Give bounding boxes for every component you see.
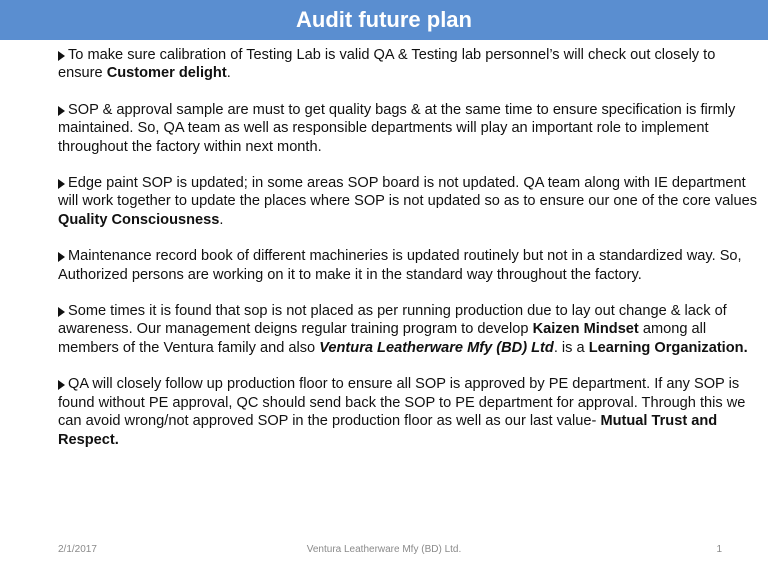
footer-date: 2/1/2017 bbox=[58, 544, 97, 555]
bullet-point-4 bbox=[58, 247, 758, 284]
point-text: SOP & approval sample are must to get quality bags & at the same time to ensure specification is firmly maintained. So, QA team as well as responsible departments will play an important role to implement throughout the factory within next month. bbox=[58, 101, 736, 155]
point-text: . bbox=[226, 65, 231, 82]
point-emphasis: Learning Organization. bbox=[588, 339, 748, 356]
bullet-point-2 bbox=[58, 101, 758, 156]
bullet-point-1 bbox=[58, 46, 758, 83]
point-emphasis: Kaizen Mindset bbox=[532, 321, 639, 338]
point-text: . bbox=[219, 211, 224, 228]
arrow-bullet-icon bbox=[58, 104, 67, 114]
point-text: To make sure calibration of Testing Lab is valid QA & Testing lab personnel’s will check out closely to ensure bbox=[58, 47, 716, 82]
footer-company: Ventura Leatherware Mfy (BD) Ltd. bbox=[306, 544, 462, 555]
point-text: Edge paint SOP is updated; in some areas SOP board is not updated. QA team along with IE department will work together to update the places where SOP is not updated so as to ensure our one of the core values bbox=[58, 175, 758, 210]
company-name-emphasis: Ventura Leatherware Mfy (BD) Ltd bbox=[319, 339, 554, 356]
bullet-point-6 bbox=[58, 375, 758, 449]
arrow-bullet-icon bbox=[58, 305, 67, 315]
arrow-bullet-icon bbox=[58, 250, 67, 260]
point-emphasis: Quality Consciousness bbox=[58, 211, 220, 228]
slide-footer bbox=[0, 540, 768, 564]
slide-title: Audit future plan bbox=[296, 7, 472, 32]
point-text: . is a bbox=[553, 339, 589, 356]
point-text: QA will closely follow up production floor to ensure all SOP is approved by PE department. If any SOP is found without PE approval, QC should send back the SOP to PE department for approval. Through this we can avoid wrong/not approved SOP in the production floor as well as our last value- bbox=[58, 376, 746, 430]
bullet-point-5 bbox=[58, 302, 758, 357]
point-text: Some times it is found that sop is not placed as per running production due to lay out change & lack of awareness. Our management deigns regular training program to develop bbox=[58, 303, 727, 338]
bullet-point-3 bbox=[58, 174, 758, 229]
slide-body bbox=[58, 46, 758, 449]
title-bar bbox=[0, 0, 768, 40]
point-emphasis: Mutual Trust and Respect. bbox=[58, 413, 718, 448]
footer-page-number: 1 bbox=[716, 544, 722, 555]
point-text: Maintenance record book of different machineries is updated routinely but not in a standardized way. So, Authorized persons are working on it to make it in the standard way throughout the factory. bbox=[58, 248, 742, 283]
point-emphasis: Customer delight bbox=[106, 65, 227, 82]
arrow-bullet-icon bbox=[58, 49, 67, 59]
point-text: among all members of the Ventura family and also bbox=[58, 321, 707, 356]
arrow-bullet-icon bbox=[58, 378, 67, 388]
arrow-bullet-icon bbox=[58, 177, 67, 187]
